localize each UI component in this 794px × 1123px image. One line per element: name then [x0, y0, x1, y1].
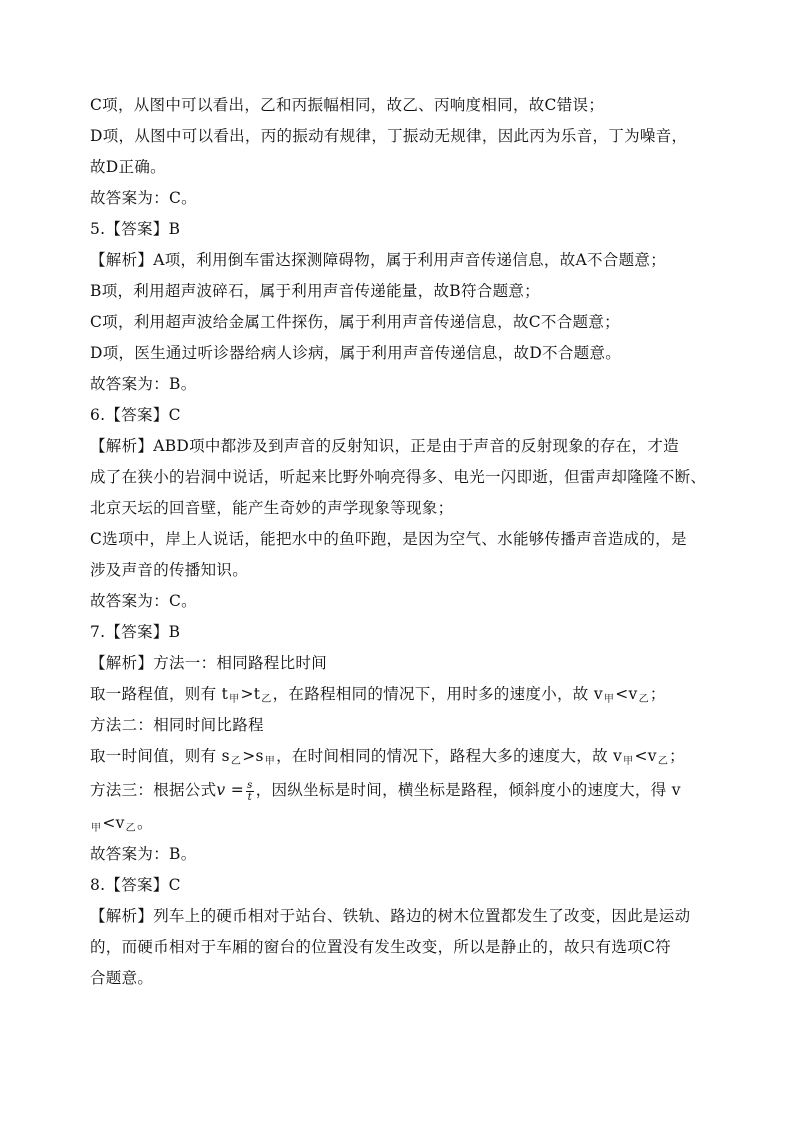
fraction-denominator: t — [247, 790, 253, 803]
subscript: 乙 — [125, 823, 136, 834]
subscript: 乙 — [638, 694, 649, 705]
method-3-conclusion — [90, 808, 715, 839]
text-line: B项，利用超声波碎石，属于利用声音传递能量，故B符合题意； — [90, 282, 540, 300]
answer-explanation-page — [90, 90, 715, 994]
answer-summary: 故答案为：B。 — [90, 375, 197, 393]
text-line: C选项中，岸上人说话，能把水中的鱼吓跑，是因为空气、水能够传播声音造成的，是 — [90, 530, 687, 548]
subscript: 甲 — [91, 823, 102, 834]
answer-summary: 故答案为：C。 — [90, 592, 197, 610]
method-1-line — [90, 679, 715, 710]
subscript: 甲 — [603, 694, 615, 705]
subscript: 甲 — [623, 756, 634, 767]
text-span: >t — [240, 685, 261, 703]
text-span: ，在时间相同的情况下，路程大多的速度大，故 v — [276, 747, 623, 765]
text-line: 北京天坛的回音壁，能产生奇妙的声学现象等现象； — [90, 499, 454, 517]
text-line: D项，从图中可以看出，丙的振动有规律，丁振动无规律，因此丙为乐音，丁为噪音， — [90, 127, 688, 145]
text-line: 涉及声音的传播知识。 — [90, 561, 249, 579]
text-span: 取一路程值，则有 t — [90, 685, 229, 703]
text-span: 。 — [136, 814, 153, 832]
text-line: 成了在狭小的岩洞中说话，听起来比野外响亮得多、电光一闪即逝，但雷声却隆隆不断、 — [90, 468, 707, 486]
text-span: ，在路程相同的情况下，用时多的速度小，故 v — [272, 685, 603, 703]
subscript: 甲 — [264, 756, 276, 767]
text-line: 故D正确。 — [90, 158, 166, 176]
method-2-line — [90, 741, 715, 772]
method-2-title: 方法二：相同时间比路程 — [90, 716, 264, 734]
text-span: ，因纵坐标是时间，横坐标是路程，倾斜度小的速度大，得 v — [255, 781, 681, 799]
text-line: C项，从图中可以看出，乙和丙振幅相同，故乙、丙响度相同，故C错误； — [90, 96, 605, 114]
text-span: ； — [669, 747, 685, 765]
answer-summary: 故答案为：B。 — [90, 845, 197, 863]
text-span: 取一时间值，则有 s — [90, 747, 230, 765]
question-7-analysis: 【解析】方法一：相同路程比时间 — [90, 654, 328, 672]
text-line: C项，利用超声波给金属工件探伤，属于利用声音传递信息，故C不合题意； — [90, 313, 620, 331]
text-span: >s — [242, 747, 264, 765]
question-6-answer: 6.【答案】C — [90, 406, 181, 424]
text-span: 方法三：根据公式 — [90, 781, 217, 799]
text-span: <v — [102, 814, 125, 832]
question-5-analysis: 【解析】A项，利用倒车雷达探测障碍物，属于利用声音传递信息，故A不合题意； — [90, 251, 666, 269]
subscript: 乙 — [261, 694, 272, 705]
text-line: D项，医生通过听诊器给病人诊病，属于利用声音传递信息，故D不合题意。 — [90, 344, 622, 362]
answer-summary: 故答案为：C。 — [90, 189, 197, 207]
text-line: 的，而硬币相对于车厢的窗台的位置没有发生改变，所以是静止的，故只有选项C符 — [90, 938, 671, 956]
question-6-analysis: 【解析】ABD项中都涉及到声音的反射知识，正是由于声音的反射现象的存在，才造 — [90, 437, 679, 455]
question-8-analysis: 【解析】列车上的硬币相对于站台、铁轨、路边的树木位置都发生了改变，因此是运动 — [90, 907, 691, 925]
formula-lhs: v = — [216, 781, 244, 799]
question-5-answer: 5.【答案】B — [90, 220, 181, 238]
question-8-answer: 8.【答案】C — [90, 876, 181, 894]
subscript: 乙 — [657, 756, 669, 767]
subscript: 甲 — [229, 694, 240, 705]
fraction-numerator: s — [246, 778, 253, 791]
text-span: ； — [649, 685, 666, 703]
text-line: 合题意。 — [90, 969, 154, 987]
text-span: <v — [615, 685, 638, 703]
question-7-answer: 7.【答案】B — [90, 623, 181, 641]
subscript: 乙 — [230, 756, 242, 767]
formula-fraction — [246, 780, 254, 803]
text-span: <v — [634, 747, 657, 765]
method-3-line — [90, 772, 715, 808]
